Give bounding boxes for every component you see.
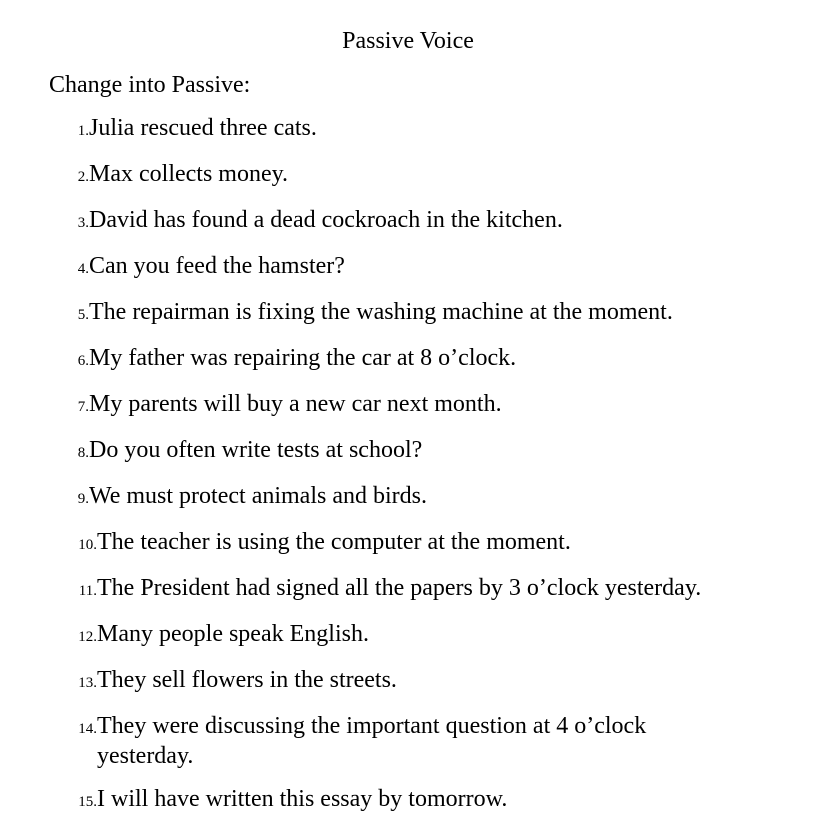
list-item xyxy=(0,297,828,330)
item-text: We must protect animals and birds. xyxy=(89,483,427,509)
item-number: 14. xyxy=(78,721,97,737)
item-text: My parents will buy a new car next month. xyxy=(89,391,502,417)
list-item xyxy=(0,205,828,238)
item-number: 9. xyxy=(77,491,89,507)
item-text: They were discussing the important question at 4 o’clock yesterday. xyxy=(97,713,647,769)
item-text: David has found a dead cockroach in the kitchen. xyxy=(89,207,563,233)
item-number: 6. xyxy=(77,353,89,369)
item-text: My father was repairing the car at 8 o’clock. xyxy=(89,345,517,371)
list-item xyxy=(0,573,828,606)
item-text: Can you feed the hamster? xyxy=(89,253,345,279)
list-item xyxy=(0,619,828,652)
instruction-text: Change into Passive: xyxy=(49,72,251,98)
item-number: 8. xyxy=(77,445,89,461)
item-text: Max collects money. xyxy=(89,161,289,187)
item-number: 5. xyxy=(77,307,89,323)
item-text: Do you often write tests at school? xyxy=(89,437,423,463)
list-item xyxy=(0,389,828,422)
list-item xyxy=(0,527,828,560)
list-item xyxy=(0,711,828,771)
item-number: 7. xyxy=(77,399,89,415)
list-item xyxy=(0,159,828,192)
item-text: Many people speak English. xyxy=(97,621,369,647)
item-number: 11. xyxy=(78,583,97,599)
item-text: The President had signed all the papers by 3 o’clock yesterday. xyxy=(97,575,702,601)
item-number: 12. xyxy=(78,629,97,645)
item-text: Julia rescued three cats. xyxy=(89,115,317,141)
item-text: The repairman is fixing the washing machine at the moment. xyxy=(89,299,673,325)
item-number: 1. xyxy=(77,123,89,139)
list-item xyxy=(0,481,828,514)
list-item xyxy=(0,343,828,376)
item-number: 2. xyxy=(77,169,89,185)
item-number: 3. xyxy=(77,215,89,231)
item-number: 13. xyxy=(78,675,97,691)
item-number: 4. xyxy=(77,261,89,277)
item-text: They sell flowers in the streets. xyxy=(97,667,397,693)
item-number: 15. xyxy=(78,794,97,810)
list-item xyxy=(0,251,828,284)
item-number: 10. xyxy=(78,537,97,553)
list-item xyxy=(0,435,828,468)
list-item xyxy=(0,113,828,146)
exercise-list xyxy=(0,113,828,830)
item-text: I will have written this essay by tomorrow. xyxy=(97,786,508,812)
list-item xyxy=(0,665,828,698)
page-title: Passive Voice xyxy=(342,28,474,54)
item-text: The teacher is using the computer at the moment. xyxy=(97,529,571,555)
list-item xyxy=(0,784,828,817)
